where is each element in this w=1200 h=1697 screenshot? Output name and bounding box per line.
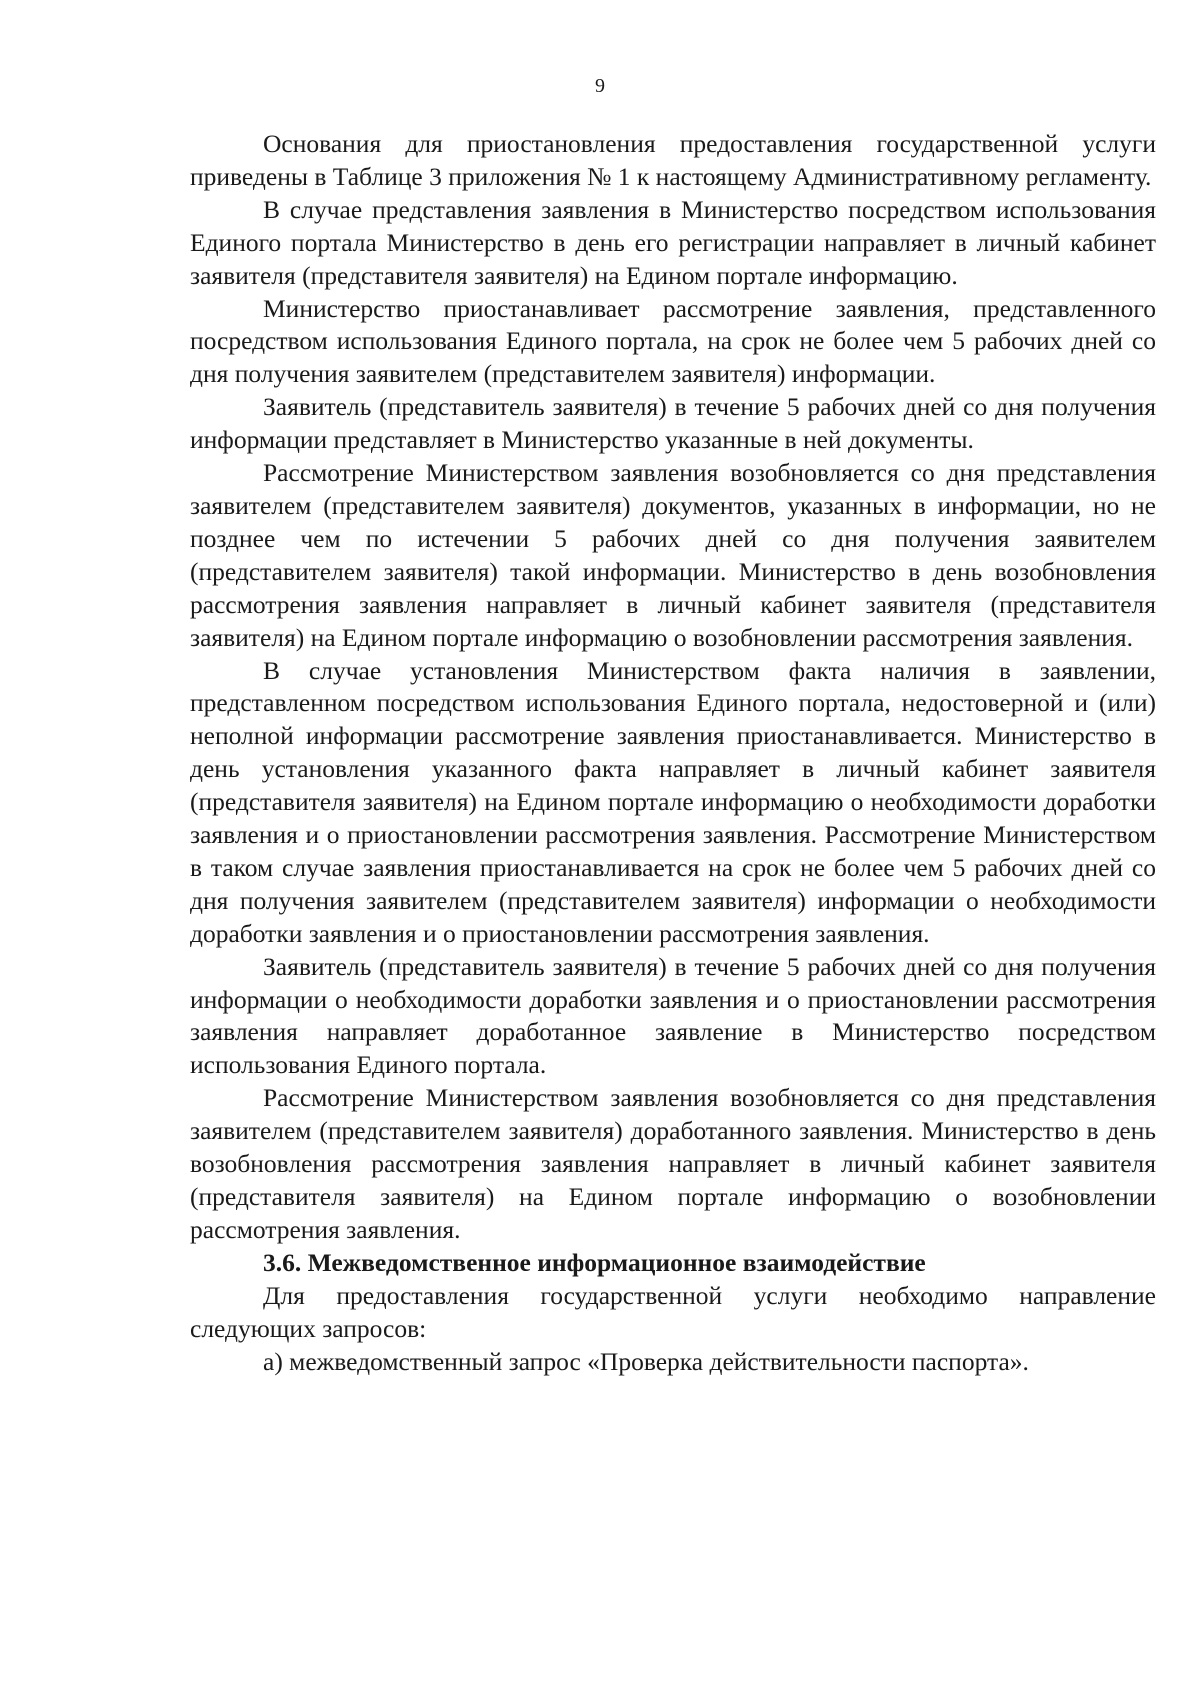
paragraph-review-resumed: Рассмотрение Министерством заявления возобновляется со дня представления заявителем (представителем заявителя) документов, указанных в информации, но не позднее чем по истечении 5 рабочих дней со дня получения заявителем (представителем заявителя) такой информации. Министерство в день возобновления рассмотрения заявления направляет в личный кабинет заявителя (представителя заявителя) на Едином портале информацию о возобновлении рассмотрения заявления. [190,458,1156,652]
paragraph-portal-submission: В случае представления заявления в Министерство посредством использования Единого портала Министерство в день его регистрации направляет в личный кабинет заявителя (представителя заявителя) на Едином портале информацию. [190,194,1156,290]
page-number: 9 [595,75,605,97]
list-item-a: а) межведомственный запрос «Проверка действительности паспорта». [263,1346,1029,1376]
paragraph-incomplete-information: В случае установления Министерством факта наличия в заявлении, представленном посредством использования Единого портала, недостоверной и (или) неполной информации рассмотрение заявления приостанавливается. Министерство в день установления указанного факта направляет в личный кабинет заявителя (представителя заявителя) на Едином портале информацию о необходимости доработки заявления и о приостановлении рассмотрения заявления. Рассмотрение Министерством в таком случае заявления приостанавливается на срок не более чем 5 рабочих дней со дня получения заявителем (представителем заявителя) информации о необходимости доработки заявления и о приостановлении рассмотрения заявления. [190,655,1156,948]
paragraph-revised-application: Заявитель (представитель заявителя) в течение 5 рабочих дней со дня получения информации о необходимости доработки заявления и о приостановлении рассмотрения заявления направляет доработанное заявление в Министерство посредством использования Единого портала. [190,951,1156,1080]
document-body [190,128,1156,1378]
paragraph-suspension-grounds: Основания для приостановления предоставления государственной услуги приведены в Таблице 3 приложения № 1 к настоящему Административному регламенту. [190,129,1156,191]
section-heading: 3.6. Межведомственное информационное взаимодействие [263,1247,926,1277]
paragraph-interagency-requests: Для предоставления государственной услуги необходимо направление следующих запросов: [190,1280,1156,1343]
paragraph-applicant-submits-documents: Заявитель (представитель заявителя) в течение 5 рабочих дней со дня получения информации представляет в Министерство указанные в ней документы. [190,392,1156,455]
paragraph-revised-review-resumed: Рассмотрение Министерством заявления возобновляется со дня представления заявителем (представителем заявителя) доработанного заявления. Министерство в день возобновления рассмотрения заявления направляет в личный кабинет заявителя (представителя заявителя) на Едином портале информацию о возобновлении рассмотрения заявления. [190,1083,1156,1244]
paragraph-ministry-suspends: Министерство приостанавливает рассмотрение заявления, представленного посредством использования Единого портала, на срок не более чем 5 рабочих дней со дня получения заявителем (представителем заявителя) информации. [190,293,1156,389]
